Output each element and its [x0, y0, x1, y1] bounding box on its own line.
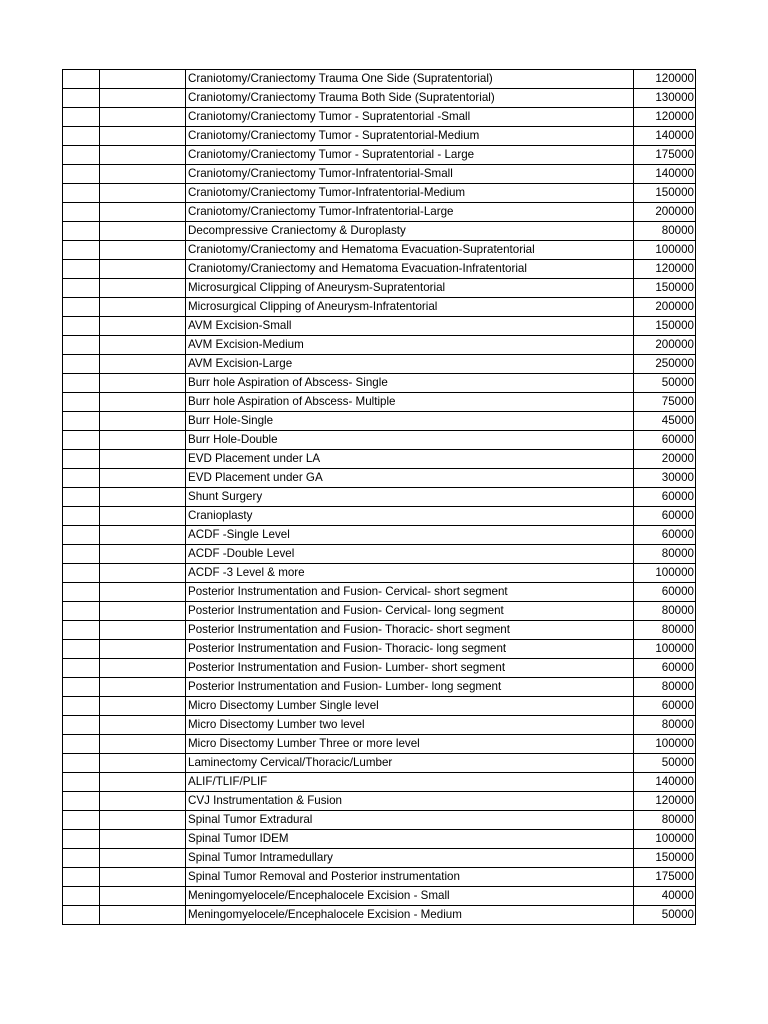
- cost-cell: 45000: [634, 412, 696, 431]
- empty-cell-b: [100, 241, 186, 260]
- cost-cell: 50000: [634, 754, 696, 773]
- cost-cell: 150000: [634, 317, 696, 336]
- cost-cell: 150000: [634, 849, 696, 868]
- table-row: [63, 792, 696, 811]
- procedure-name-cell: Micro Disectomy Lumber Three or more level: [186, 735, 634, 754]
- procedure-name-cell: Microsurgical Clipping of Aneurysm-Infratentorial: [186, 298, 634, 317]
- empty-cell-b: [100, 127, 186, 146]
- table-row: [63, 127, 696, 146]
- empty-cell-b: [100, 507, 186, 526]
- procedure-name-cell: Craniotomy/Craniectomy and Hematoma Evacuation-Supratentorial: [186, 241, 634, 260]
- cost-cell: 80000: [634, 222, 696, 241]
- procedure-name-cell: Burr hole Aspiration of Abscess- Single: [186, 374, 634, 393]
- procedure-name-cell: Shunt Surgery: [186, 488, 634, 507]
- empty-cell-a: [63, 222, 100, 241]
- procedure-name-cell: CVJ Instrumentation & Fusion: [186, 792, 634, 811]
- empty-cell-b: [100, 792, 186, 811]
- empty-cell-a: [63, 279, 100, 298]
- cost-cell: 50000: [634, 374, 696, 393]
- empty-cell-a: [63, 412, 100, 431]
- empty-cell-a: [63, 792, 100, 811]
- table-row: [63, 165, 696, 184]
- cost-cell: 140000: [634, 165, 696, 184]
- table-row: [63, 374, 696, 393]
- empty-cell-b: [100, 260, 186, 279]
- empty-cell-b: [100, 488, 186, 507]
- cost-cell: 20000: [634, 450, 696, 469]
- empty-cell-a: [63, 583, 100, 602]
- procedure-name-cell: Craniotomy/Craniectomy Tumor - Supratentorial - Large: [186, 146, 634, 165]
- empty-cell-b: [100, 526, 186, 545]
- table-row: [63, 203, 696, 222]
- empty-cell-b: [100, 602, 186, 621]
- empty-cell-b: [100, 754, 186, 773]
- cost-cell: 80000: [634, 621, 696, 640]
- procedure-name-cell: Craniotomy/Craniectomy Tumor-Infratentorial-Large: [186, 203, 634, 222]
- empty-cell-a: [63, 621, 100, 640]
- empty-cell-a: [63, 849, 100, 868]
- empty-cell-b: [100, 298, 186, 317]
- cost-cell: 100000: [634, 735, 696, 754]
- table-row: [63, 431, 696, 450]
- table-row: [63, 279, 696, 298]
- procedure-name-cell: AVM Excision-Small: [186, 317, 634, 336]
- empty-cell-b: [100, 184, 186, 203]
- table-row: [63, 336, 696, 355]
- table-row: [63, 621, 696, 640]
- empty-cell-a: [63, 127, 100, 146]
- cost-cell: 200000: [634, 203, 696, 222]
- empty-cell-b: [100, 165, 186, 184]
- empty-cell-a: [63, 431, 100, 450]
- empty-cell-b: [100, 830, 186, 849]
- table-row: [63, 393, 696, 412]
- cost-cell: 80000: [634, 811, 696, 830]
- empty-cell-a: [63, 241, 100, 260]
- procedure-name-cell: Microsurgical Clipping of Aneurysm-Supratentorial: [186, 279, 634, 298]
- procedure-name-cell: EVD Placement under GA: [186, 469, 634, 488]
- cost-cell: 60000: [634, 526, 696, 545]
- cost-cell: 120000: [634, 260, 696, 279]
- table-row: [63, 222, 696, 241]
- procedure-name-cell: Spinal Tumor Extradural: [186, 811, 634, 830]
- procedure-name-cell: Posterior Instrumentation and Fusion- Thoracic- long segment: [186, 640, 634, 659]
- empty-cell-a: [63, 697, 100, 716]
- procedure-name-cell: Craniotomy/Craniectomy Tumor - Supratentorial-Medium: [186, 127, 634, 146]
- empty-cell-b: [100, 545, 186, 564]
- table-body: [63, 70, 696, 925]
- procedure-name-cell: Meningomyelocele/Encephalocele Excision - Small: [186, 887, 634, 906]
- empty-cell-a: [63, 735, 100, 754]
- procedure-name-cell: Burr Hole-Double: [186, 431, 634, 450]
- table-row: [63, 70, 696, 89]
- empty-cell-a: [63, 203, 100, 222]
- cost-cell: 200000: [634, 298, 696, 317]
- procedure-name-cell: Craniotomy/Craniectomy and Hematoma Evacuation-Infratentorial: [186, 260, 634, 279]
- table-row: [63, 564, 696, 583]
- cost-cell: 75000: [634, 393, 696, 412]
- table-row: [63, 697, 696, 716]
- empty-cell-a: [63, 868, 100, 887]
- empty-cell-b: [100, 564, 186, 583]
- table-row: [63, 241, 696, 260]
- cost-cell: 60000: [634, 697, 696, 716]
- procedure-name-cell: Burr hole Aspiration of Abscess- Multiple: [186, 393, 634, 412]
- empty-cell-a: [63, 811, 100, 830]
- empty-cell-a: [63, 89, 100, 108]
- cost-cell: 200000: [634, 336, 696, 355]
- table-row: [63, 469, 696, 488]
- empty-cell-b: [100, 887, 186, 906]
- cost-cell: 100000: [634, 830, 696, 849]
- empty-cell-a: [63, 469, 100, 488]
- procedure-name-cell: Posterior Instrumentation and Fusion- Cervical- short segment: [186, 583, 634, 602]
- empty-cell-b: [100, 412, 186, 431]
- procedure-name-cell: Decompressive Craniectomy & Duroplasty: [186, 222, 634, 241]
- empty-cell-b: [100, 811, 186, 830]
- empty-cell-b: [100, 469, 186, 488]
- cost-cell: 150000: [634, 184, 696, 203]
- empty-cell-a: [63, 830, 100, 849]
- empty-cell-a: [63, 507, 100, 526]
- table-row: [63, 583, 696, 602]
- cost-cell: 80000: [634, 602, 696, 621]
- cost-cell: 120000: [634, 70, 696, 89]
- cost-cell: 60000: [634, 431, 696, 450]
- cost-cell: 250000: [634, 355, 696, 374]
- procedure-name-cell: Craniotomy/Craniectomy Trauma Both Side (Supratentorial): [186, 89, 634, 108]
- cost-cell: 130000: [634, 89, 696, 108]
- cost-cell: 80000: [634, 545, 696, 564]
- empty-cell-a: [63, 640, 100, 659]
- cost-cell: 120000: [634, 792, 696, 811]
- procedure-name-cell: Craniotomy/Craniectomy Tumor-Infratentorial-Small: [186, 165, 634, 184]
- table-row: [63, 298, 696, 317]
- empty-cell-b: [100, 431, 186, 450]
- table-row: [63, 716, 696, 735]
- procedure-name-cell: Spinal Tumor IDEM: [186, 830, 634, 849]
- empty-cell-b: [100, 906, 186, 925]
- cost-cell: 175000: [634, 868, 696, 887]
- cost-cell: 120000: [634, 108, 696, 127]
- procedure-name-cell: Micro Disectomy Lumber two level: [186, 716, 634, 735]
- table-row: [63, 317, 696, 336]
- cost-cell: 140000: [634, 773, 696, 792]
- empty-cell-b: [100, 222, 186, 241]
- cost-cell: 175000: [634, 146, 696, 165]
- procedure-name-cell: Meningomyelocele/Encephalocele Excision - Medium: [186, 906, 634, 925]
- cost-cell: 140000: [634, 127, 696, 146]
- empty-cell-b: [100, 849, 186, 868]
- procedure-name-cell: EVD Placement under LA: [186, 450, 634, 469]
- empty-cell-b: [100, 317, 186, 336]
- table-row: [63, 659, 696, 678]
- procedure-name-cell: ACDF -Double Level: [186, 545, 634, 564]
- empty-cell-b: [100, 279, 186, 298]
- cost-cell: 60000: [634, 507, 696, 526]
- table-row: [63, 773, 696, 792]
- procedure-name-cell: AVM Excision-Medium: [186, 336, 634, 355]
- empty-cell-a: [63, 887, 100, 906]
- cost-cell: 100000: [634, 241, 696, 260]
- empty-cell-b: [100, 716, 186, 735]
- table-row: [63, 488, 696, 507]
- cost-cell: 50000: [634, 906, 696, 925]
- empty-cell-b: [100, 621, 186, 640]
- table-row: [63, 906, 696, 925]
- table-row: [63, 545, 696, 564]
- empty-cell-a: [63, 678, 100, 697]
- procedure-name-cell: Craniotomy/Craniectomy Tumor - Supratentorial -Small: [186, 108, 634, 127]
- cost-cell: 60000: [634, 659, 696, 678]
- empty-cell-b: [100, 678, 186, 697]
- empty-cell-a: [63, 355, 100, 374]
- procedure-name-cell: Posterior Instrumentation and Fusion- Lumber- long segment: [186, 678, 634, 697]
- cost-cell: 80000: [634, 716, 696, 735]
- table-row: [63, 412, 696, 431]
- empty-cell-a: [63, 184, 100, 203]
- table-row: [63, 849, 696, 868]
- empty-cell-b: [100, 393, 186, 412]
- empty-cell-a: [63, 336, 100, 355]
- empty-cell-a: [63, 716, 100, 735]
- empty-cell-b: [100, 203, 186, 222]
- empty-cell-b: [100, 89, 186, 108]
- table-row: [63, 108, 696, 127]
- empty-cell-b: [100, 70, 186, 89]
- empty-cell-b: [100, 355, 186, 374]
- procedure-name-cell: Burr Hole-Single: [186, 412, 634, 431]
- empty-cell-a: [63, 488, 100, 507]
- procedure-name-cell: Spinal Tumor Removal and Posterior instrumentation: [186, 868, 634, 887]
- cost-cell: 60000: [634, 488, 696, 507]
- empty-cell-a: [63, 165, 100, 184]
- empty-cell-b: [100, 697, 186, 716]
- empty-cell-b: [100, 374, 186, 393]
- procedure-name-cell: ACDF -3 Level & more: [186, 564, 634, 583]
- table-row: [63, 735, 696, 754]
- procedure-name-cell: AVM Excision-Large: [186, 355, 634, 374]
- table-row: [63, 868, 696, 887]
- cost-cell: 40000: [634, 887, 696, 906]
- empty-cell-a: [63, 108, 100, 127]
- empty-cell-a: [63, 659, 100, 678]
- procedure-name-cell: Laminectomy Cervical/Thoracic/Lumber: [186, 754, 634, 773]
- cost-cell: 100000: [634, 564, 696, 583]
- table-row: [63, 887, 696, 906]
- table-row: [63, 89, 696, 108]
- cost-cell: 60000: [634, 583, 696, 602]
- empty-cell-a: [63, 260, 100, 279]
- empty-cell-a: [63, 450, 100, 469]
- empty-cell-b: [100, 108, 186, 127]
- table-row: [63, 260, 696, 279]
- table-row: [63, 811, 696, 830]
- table-row: [63, 355, 696, 374]
- empty-cell-b: [100, 868, 186, 887]
- empty-cell-a: [63, 754, 100, 773]
- procedure-name-cell: Craniotomy/Craniectomy Trauma One Side (Supratentorial): [186, 70, 634, 89]
- empty-cell-a: [63, 545, 100, 564]
- procedure-name-cell: Craniotomy/Craniectomy Tumor-Infratentorial-Medium: [186, 184, 634, 203]
- empty-cell-b: [100, 146, 186, 165]
- empty-cell-b: [100, 735, 186, 754]
- empty-cell-a: [63, 564, 100, 583]
- empty-cell-b: [100, 659, 186, 678]
- cost-cell: 30000: [634, 469, 696, 488]
- table-row: [63, 146, 696, 165]
- table-row: [63, 754, 696, 773]
- empty-cell-a: [63, 906, 100, 925]
- table-row: [63, 507, 696, 526]
- procedure-cost-table: [62, 69, 696, 925]
- empty-cell-a: [63, 298, 100, 317]
- cost-cell: 150000: [634, 279, 696, 298]
- procedure-name-cell: Posterior Instrumentation and Fusion- Thoracic- short segment: [186, 621, 634, 640]
- table-row: [63, 184, 696, 203]
- empty-cell-a: [63, 70, 100, 89]
- table-row: [63, 450, 696, 469]
- empty-cell-a: [63, 526, 100, 545]
- empty-cell-a: [63, 773, 100, 792]
- cost-cell: 100000: [634, 640, 696, 659]
- empty-cell-a: [63, 146, 100, 165]
- empty-cell-b: [100, 773, 186, 792]
- procedure-name-cell: Spinal Tumor Intramedullary: [186, 849, 634, 868]
- empty-cell-b: [100, 336, 186, 355]
- table-row: [63, 602, 696, 621]
- empty-cell-a: [63, 393, 100, 412]
- empty-cell-b: [100, 640, 186, 659]
- procedure-name-cell: Cranioplasty: [186, 507, 634, 526]
- table-row: [63, 830, 696, 849]
- empty-cell-b: [100, 583, 186, 602]
- empty-cell-b: [100, 450, 186, 469]
- table-row: [63, 526, 696, 545]
- procedure-name-cell: Micro Disectomy Lumber Single level: [186, 697, 634, 716]
- empty-cell-a: [63, 374, 100, 393]
- empty-cell-a: [63, 602, 100, 621]
- procedure-name-cell: Posterior Instrumentation and Fusion- Lumber- short segment: [186, 659, 634, 678]
- procedure-name-cell: ALIF/TLIF/PLIF: [186, 773, 634, 792]
- table-row: [63, 640, 696, 659]
- empty-cell-a: [63, 317, 100, 336]
- procedure-name-cell: ACDF -Single Level: [186, 526, 634, 545]
- table-row: [63, 678, 696, 697]
- procedure-name-cell: Posterior Instrumentation and Fusion- Cervical- long segment: [186, 602, 634, 621]
- cost-cell: 80000: [634, 678, 696, 697]
